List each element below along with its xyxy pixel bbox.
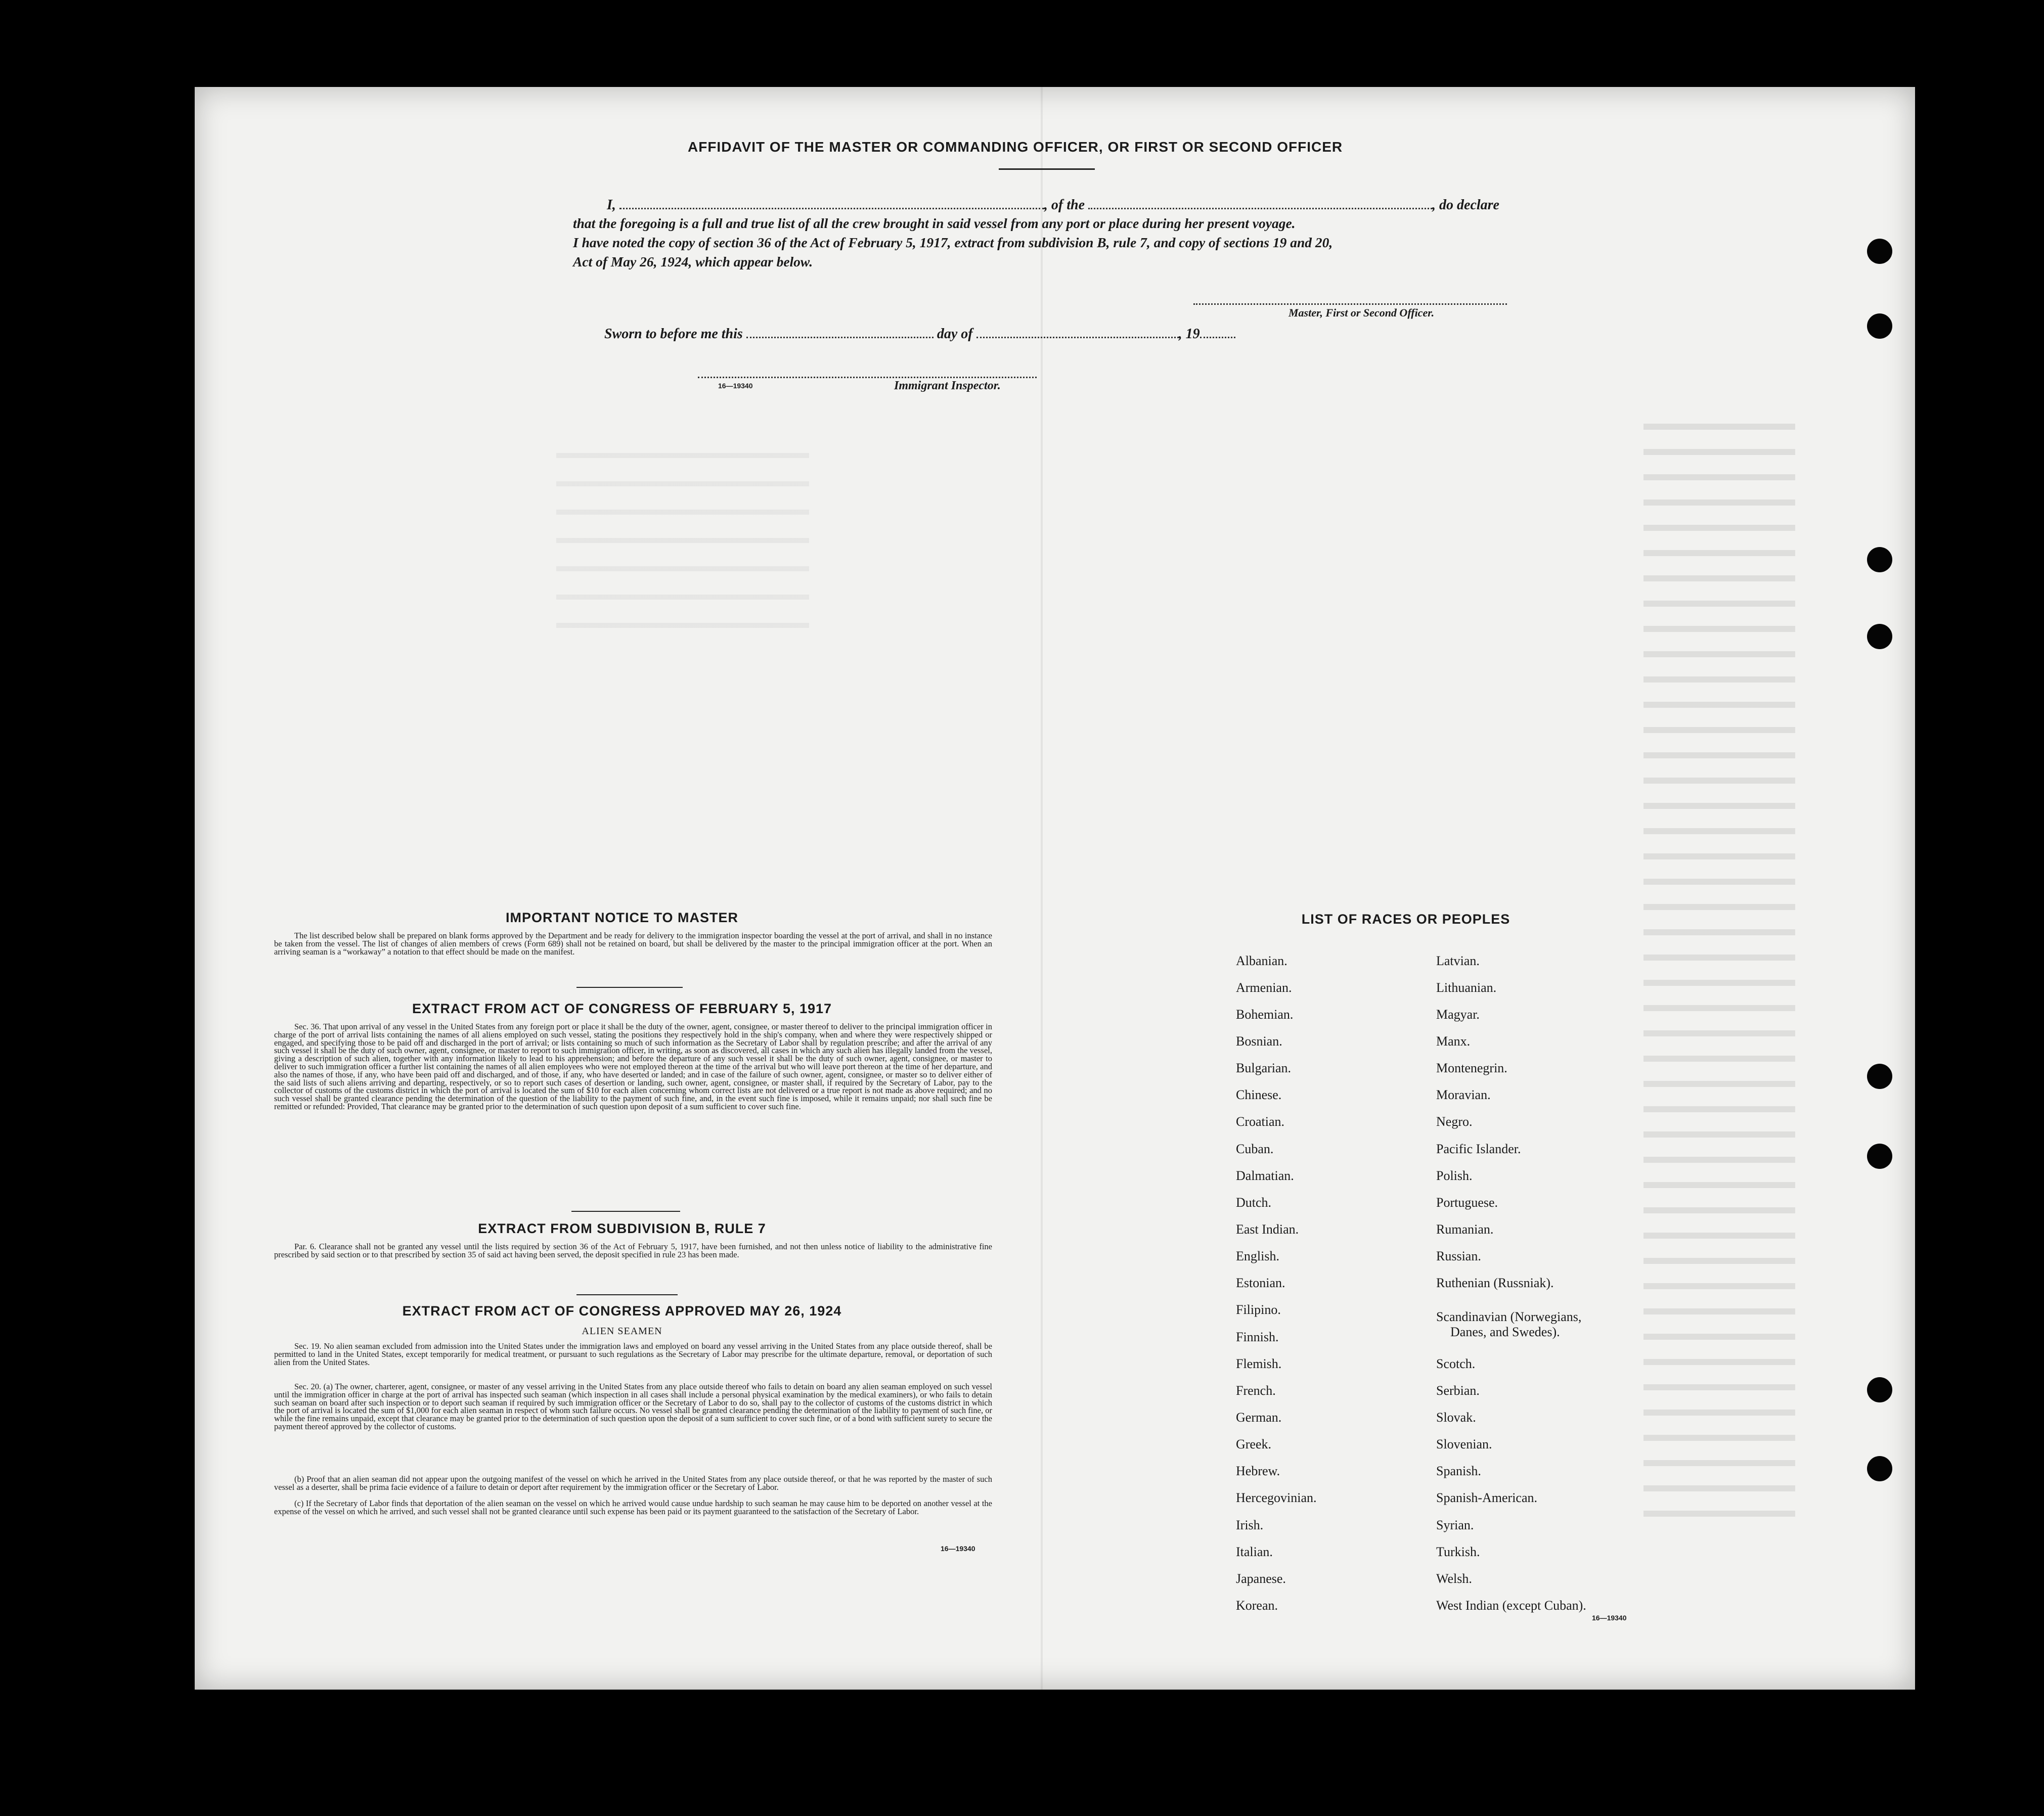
race-item: Albanian.	[1236, 954, 1287, 968]
race-item: Ruthenian (Russniak).	[1436, 1276, 1554, 1290]
race-item: French.	[1236, 1383, 1276, 1398]
race-item: Bulgarian.	[1236, 1061, 1292, 1075]
race-item: Irish.	[1236, 1518, 1264, 1532]
affidavit-line-3: I have noted the copy of section 36 of the Act of February 5, 1917, extract from subdivision B, rule 7, and copy of sections 19 and 20,	[573, 235, 1333, 250]
race-item: Spanish.	[1436, 1464, 1481, 1478]
punch-hole	[1867, 1144, 1892, 1169]
day-of-text: day of	[937, 326, 973, 342]
race-item: Serbian.	[1436, 1383, 1480, 1398]
race-item: Latvian.	[1436, 954, 1480, 968]
race-item: Bohemian.	[1236, 1007, 1294, 1022]
extract-1924-sec20a: Sec. 20. (a) The owner, charterer, agent, consignee, or master of any vessel arriving in the United States from any place outside thereof who fails to detain on board any alien seaman employed on such vessel until the immigration officer in charge at the port of arrival has inspected such seaman (which inspection in all cases shall include a personal physical examination by the medical examiners), or who fails to detain such seaman on board after such inspection or to deport such seaman if required by such immigration officer or the Secretary of Labor to do so, shall pay to the collector of customs of the customs district in which the port of arrival is located the sum of $1,000 for each alien seaman in respect of whom such failure occurs. No vessel shall be granted clearance pending the determination of the liability to payment of such fine, or while the fine remains unpaid, except that clearance may be granted prior to the determination of such question upon the deposit of a sum sufficient to cover such fine, or of a bond with sufficient surety to secure the payment thereof approved by the collector of customs.	[274, 1382, 992, 1431]
race-item: Italian.	[1236, 1545, 1273, 1559]
sworn-text: Sworn to before me this	[604, 326, 743, 342]
race-item: Japanese.	[1236, 1571, 1286, 1586]
race-item: Negro.	[1436, 1114, 1473, 1129]
of-the-text: , of the	[1044, 197, 1085, 213]
divider	[576, 1294, 678, 1295]
race-item: Filipino.	[1236, 1302, 1281, 1317]
race-item: Hebrew.	[1236, 1464, 1280, 1478]
race-item: Armenian.	[1236, 980, 1292, 995]
race-item: Croatian.	[1236, 1114, 1285, 1129]
race-item: Russian.	[1436, 1249, 1481, 1263]
sworn-line	[604, 326, 1235, 342]
declare-text: , do declare	[1432, 197, 1499, 213]
vessel-blank[interactable]	[1088, 199, 1432, 209]
extract-1917-text: Sec. 36. That upon arrival of any vessel in the United States from any foreign port or place it shall be the duty of the owner, agent, consignee, or master thereof to deliver to the principal immigration officer in charge of the port of arrival lists containing the names of all aliens employed on such vessel, stating the positions they respectively hold in the ship's company, when and where they were respectively shipped or engaged, and specifying those to be paid off and discharged in the port of arrival; or lists containing so much of such information as the Secretary of Labor shall by regulation prescribe; and after the arrival of any such vessel it shall be the duty of such owner, agent, consignee, or master to report to such immigration officer, in writing, as soon as discovered, all cases in which any such alien has illegally landed from the vessel, giving a description of such alien, together with any information likely to lead to his apprehension; and before the departure of any such vessel it shall be the duty of such owner, agent, consignee, or master to deliver to such immigration officer a further list containing the names of all alien employees who were not employed thereon at the time of the arrival but who will leave port thereon at the time of her departure, and also the names of those, if any, who have been paid off and discharged, and of those, if any, who have deserted or landed; and in case of the failure of such owner, agent, consignee, or master so to deliver either of the said lists of such aliens arriving and departing, respectively, or so to report such cases of desertion or landing, such owner, agent, consignee, or master shall, if required by the Secretary of Labor, pay to the collector of customs of the customs district in which the port of arrival is located the sum of $10 for each alien concerning whom correct lists are not delivered or a true report is not made as above required; and no such vessel shall be granted clearance pending the determination of the question of the liability to the payment of such fine, and, in the event such fine is imposed, while it remains unpaid; nor shall such fine be remitted or refunded: Provided, That clearance may be granted prior to the determination of such question upon deposit of a sum sufficient to cover such fine.	[274, 1022, 992, 1111]
name-blank[interactable]	[619, 199, 1044, 209]
race-item: Rumanian.	[1436, 1222, 1494, 1237]
signature-line[interactable]	[1193, 303, 1507, 305]
affidavit-line-1	[607, 197, 1499, 213]
race-item: Dutch.	[1236, 1195, 1272, 1210]
notice-title: IMPORTANT NOTICE TO MASTER	[506, 910, 738, 925]
notice-text: The list described below shall be prepared on blank forms approved by the Department and be ready for delivery to the immigration inspector boarding the vessel at the port of arrival, and shall in no instance be taken from the vessel. The list of changes of alien members of crews (Form 689) shall not be retained on board, but shall be delivered by the master to the principal immigration officer at the port. When an arriving seaman is a “workaway” a notation to that effect should be made on the manifest.	[274, 931, 992, 957]
extract-rule7-text: Par. 6. Clearance shall not be granted any vessel until the lists required by section 36 of the Act of February 5, 1917, have been furnished, and not then unless notice of liability to the administrative fine prescribed by said section or to that prescribed by section 35 of said act having been served, the deposit specified in rule 23 has been made.	[274, 1242, 992, 1259]
race-item: German.	[1236, 1410, 1282, 1425]
races-title: LIST OF RACES OR PEOPLES	[1301, 912, 1510, 927]
race-item: Slovenian.	[1436, 1437, 1492, 1451]
race-item: Hercegovinian.	[1236, 1490, 1317, 1505]
punch-hole	[1867, 1456, 1892, 1481]
race-item: Finnish.	[1236, 1330, 1279, 1344]
year-blank[interactable]	[1200, 328, 1235, 338]
form-number: 16—19340	[1592, 1614, 1627, 1622]
race-item: West Indian (except Cuban).	[1436, 1598, 1586, 1613]
race-item: East Indian.	[1236, 1222, 1299, 1237]
race-item: Slovak.	[1436, 1410, 1476, 1425]
race-item: Manx.	[1436, 1034, 1471, 1049]
race-item: Greek.	[1236, 1437, 1272, 1451]
extract-1917-title: EXTRACT FROM ACT OF CONGRESS OF FEBRUARY 5, 1917	[412, 1001, 832, 1016]
race-item: Estonian.	[1236, 1276, 1285, 1290]
extract-1924-sec20b: (b) Proof that an alien seaman did not appear upon the outgoing manifest of the vessel on which he arrived in the United States from any place outside thereof, or that he was reported by the master of such vessel as a deserter, shall be prima facie evidence of a failure to detain or deport after requirement by the immigration officer or the Secretary of Labor.	[274, 1474, 992, 1492]
punch-hole	[1867, 313, 1892, 339]
extract-rule7-title: EXTRACT FROM SUBDIVISION B, RULE 7	[478, 1221, 766, 1236]
race-item: Danes, and Swedes).	[1450, 1325, 1560, 1339]
race-item: Cuban.	[1236, 1142, 1274, 1156]
affidavit-line-4: Act of May 26, 1924, which appear below.	[573, 254, 813, 269]
race-item: Dalmatian.	[1236, 1168, 1294, 1183]
month-blank[interactable]	[976, 328, 1179, 338]
race-item: Welsh.	[1436, 1571, 1472, 1586]
race-item: Moravian.	[1436, 1087, 1491, 1102]
punch-hole	[1867, 547, 1892, 572]
punch-hole	[1867, 1064, 1892, 1089]
title-rule	[999, 168, 1095, 170]
race-item: Polish.	[1436, 1168, 1473, 1183]
form-number: 16—19340	[941, 1545, 975, 1553]
race-item: Bosnian.	[1236, 1034, 1282, 1049]
race-item: Turkish.	[1436, 1545, 1480, 1559]
race-item: Scandinavian (Norwegians,	[1436, 1309, 1582, 1324]
race-item: English.	[1236, 1249, 1279, 1263]
declarant-prefix: I,	[607, 197, 616, 213]
alien-seamen-subtitle: ALIEN SEAMEN	[582, 1326, 662, 1337]
race-item: Magyar.	[1436, 1007, 1480, 1022]
race-item: Lithuanian.	[1436, 980, 1497, 995]
race-item: Portuguese.	[1436, 1195, 1498, 1210]
bleed-through	[1643, 404, 1795, 1517]
affidavit-title: AFFIDAVIT OF THE MASTER OR COMMANDING OFFICER, OR FIRST OR SECOND OFFICER	[688, 139, 1343, 155]
race-item: Syrian.	[1436, 1518, 1474, 1532]
punch-hole	[1867, 239, 1892, 264]
divider	[571, 1211, 680, 1212]
race-item: Montenegrin.	[1436, 1061, 1507, 1075]
extract-1924-sec20c: (c) If the Secretary of Labor finds that deportation of the alien seaman on the vessel on which he arrived would cause undue hardship to such seaman he may cause him to be deported on another vessel at the expense of the vessel on which he arrived, and such vessel shall not be granted clearance until such expense has been paid or its payment guaranteed to the satisfaction of the Secretary of Labor.	[274, 1499, 992, 1516]
inspector-label: Immigrant Inspector.	[894, 379, 1001, 392]
race-item: Flemish.	[1236, 1356, 1282, 1371]
affidavit-line-2: that the foregoing is a full and true list of all the crew brought in said vessel from any port or place during her present voyage.	[573, 215, 1296, 231]
punch-hole	[1867, 624, 1892, 649]
bleed-through	[556, 430, 809, 632]
punch-hole	[1867, 1377, 1892, 1402]
day-blank[interactable]	[746, 328, 934, 338]
race-item: Scotch.	[1436, 1356, 1476, 1371]
year-prefix: , 19	[1178, 326, 1200, 342]
race-item: Spanish-American.	[1436, 1490, 1538, 1505]
form-number: 16—19340	[718, 382, 753, 390]
signature-label: Master, First or Second Officer.	[1288, 306, 1435, 319]
inspector-line[interactable]	[698, 377, 1037, 378]
divider	[576, 987, 683, 988]
race-item: Chinese.	[1236, 1087, 1282, 1102]
extract-1924-sec19: Sec. 19. No alien seaman excluded from admission into the United States under the immigration laws and employed on board any vessel arriving in the United States from any place outside thereof, shall be permitted to land in the United States, except temporarily for medical treatment, or pursuant to such regulations as the Secretary of Labor may prescribe for the ultimate departure, removal, or deportation of such alien from the United States.	[274, 1341, 992, 1367]
extract-1924-title: EXTRACT FROM ACT OF CONGRESS APPROVED MAY 26, 1924	[402, 1303, 842, 1319]
race-item: Korean.	[1236, 1598, 1278, 1613]
race-item: Pacific Islander.	[1436, 1142, 1521, 1156]
